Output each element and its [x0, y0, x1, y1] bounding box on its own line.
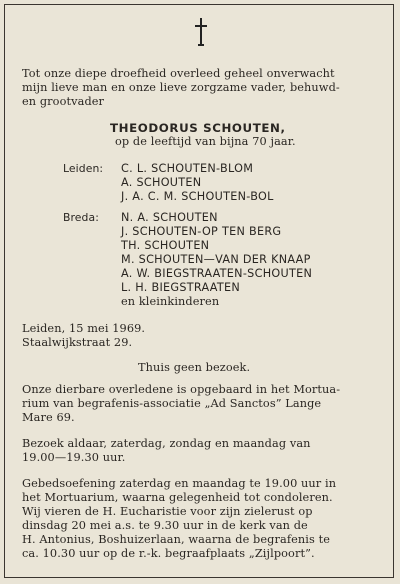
- service-line-2: het Mortuarium, waarna gelegenheid tot condoleren.: [22, 491, 333, 504]
- breda-grandchildren: en kleinkinderen: [121, 295, 220, 308]
- laid-out-line-3: Mare 69.: [22, 411, 75, 424]
- service-line-3: Wij vieren de H. Eucharistie voor zijn zielerust op: [22, 505, 313, 518]
- laid-out-line-1: Onze dierbare overledene is opgebaard in het Mortua-: [22, 383, 341, 396]
- age-line: op de leeftijd van bijna 70 jaar.: [115, 135, 296, 148]
- leiden-name-2: A. SCHOUTEN: [121, 176, 202, 189]
- breda-label: Breda:: [63, 211, 99, 224]
- service-line-1: Gebedsoefening zaterdag en maandag te 19.00 uur in: [22, 477, 337, 490]
- latin-cross-icon: [194, 18, 208, 48]
- leiden-name-1: C. L. SCHOUTEN-BLOM: [121, 162, 254, 175]
- no-visit-note: Thuis geen bezoek.: [138, 361, 251, 374]
- breda-name-1: N. A. SCHOUTEN: [121, 211, 218, 224]
- service-line-4: dinsdag 20 mei a.s. te 9.30 uur in de kerk van de: [22, 519, 308, 532]
- breda-name-3: TH. SCHOUTEN: [121, 239, 210, 252]
- visit-line-1: Bezoek aldaar, zaterdag, zondag en maandag van: [22, 437, 311, 450]
- breda-name-6: L. H. BIEGSTRAATEN: [121, 281, 241, 294]
- leiden-label: Leiden:: [63, 162, 104, 175]
- service-line-5: H. Antonius, Boshuizerlaan, waarna de begrafenis te: [22, 533, 330, 546]
- intro-line-1: Tot onze diepe droefheid overleed geheel onverwacht: [22, 67, 335, 80]
- breda-name-5: A. W. BIEGSTRAATEN-SCHOUTEN: [121, 267, 313, 280]
- address: Staalwijkstraat 29.: [22, 336, 133, 349]
- service-line-6: ca. 10.30 uur op de r.-k. begraafplaats „Zijlpoort”.: [22, 547, 315, 560]
- intro-line-3: en grootvader: [22, 95, 105, 108]
- place-date: Leiden, 15 mei 1969.: [22, 322, 146, 335]
- visit-line-2: 19.00—19.30 uur.: [22, 451, 126, 464]
- laid-out-line-2: rium van begrafenis-associatie „Ad Sanctos” Lange: [22, 397, 322, 410]
- intro-line-2: mijn lieve man en onze lieve zorgzame vader, behuwd-: [22, 81, 340, 94]
- leiden-name-3: J. A. C. M. SCHOUTEN-BOL: [121, 190, 274, 203]
- deceased-name: THEODORUS SCHOUTEN,: [110, 121, 286, 135]
- breda-name-4: M. SCHOUTEN—VAN DER KNAAP: [121, 253, 311, 266]
- breda-name-2: J. SCHOUTEN-OP TEN BERG: [121, 225, 282, 238]
